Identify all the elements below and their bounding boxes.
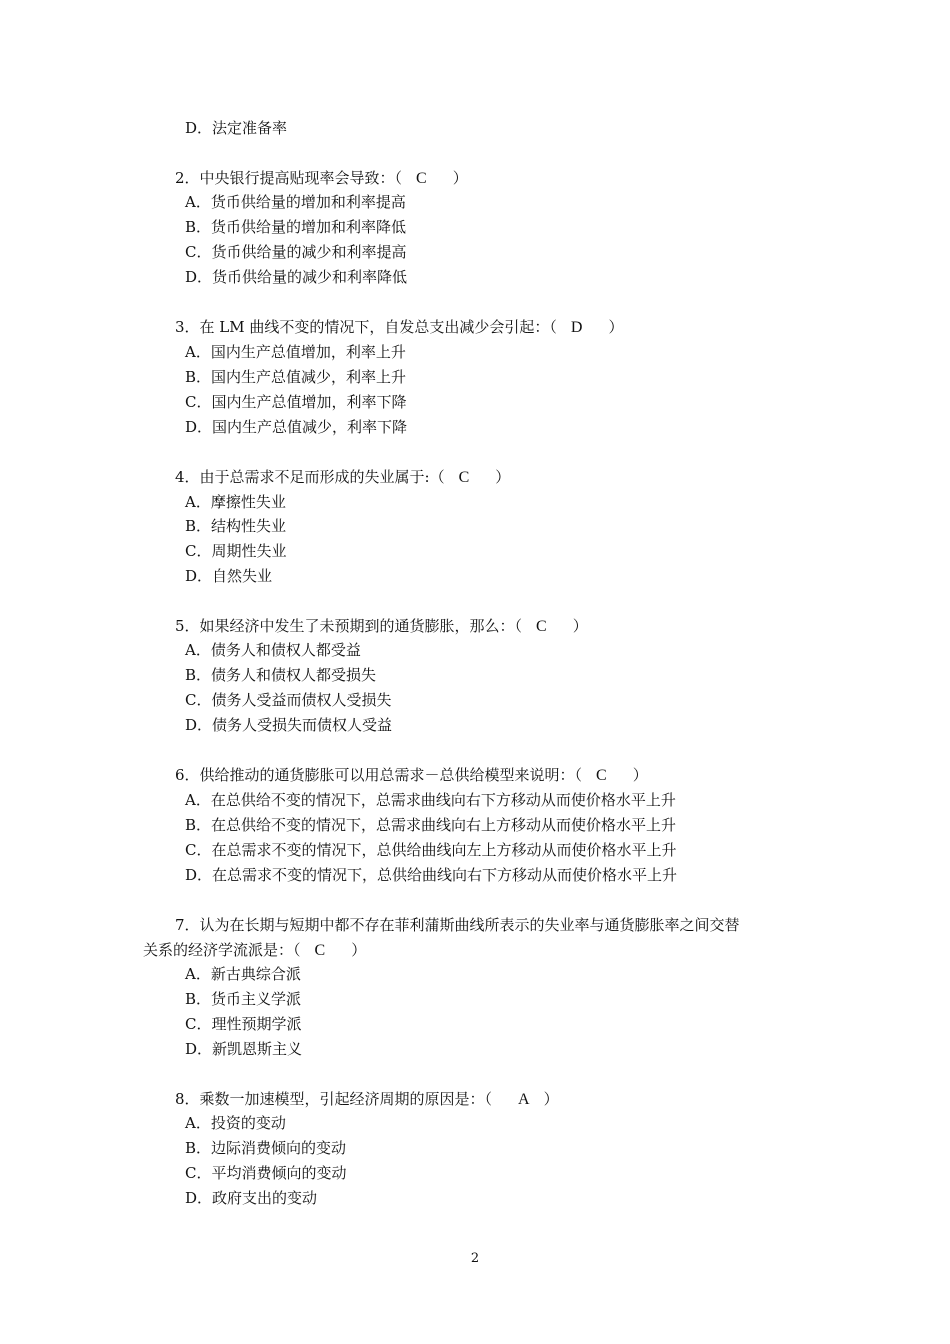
question-7-option-d: D．新凯恩斯主义	[185, 1040, 303, 1058]
question-2-stem: 2．中央银行提高贴现率会导致：（ C ）	[175, 169, 468, 187]
question-8-answer: A	[518, 1091, 530, 1108]
question-2-option-c: C．货币供给量的减少和利率提高	[185, 243, 407, 261]
question-6-option-c: C．在总需求不变的情况下，总供给曲线向左上方移动从而使价格水平上升	[185, 841, 677, 859]
question-5-option-c: C．债务人受益而债权人受损失	[185, 691, 392, 709]
question-3-answer: D	[570, 319, 583, 336]
question-7-option-c: C．理性预期学派	[185, 1015, 302, 1033]
question-5-option-a: A．债务人和债权人都受益	[185, 641, 361, 659]
question-4-stem: 4．由于总需求不足而形成的失业属于:（ C ）	[175, 468, 511, 486]
question-6-option-d: D．在总需求不变的情况下，总供给曲线向右下方移动从而使价格水平上升	[185, 866, 678, 884]
question-4-answer: C	[458, 469, 470, 486]
question-7-stem-line-2: 关系的经济学流派是：（ C ）	[143, 941, 367, 959]
question-7-option-b: B．货币主义学派	[185, 990, 302, 1008]
question-5-stem: 5．如果经济中发生了未预期到的通货膨胀，那么：（ C ）	[175, 617, 588, 635]
question-4-option-d: D．自然失业	[185, 567, 273, 585]
question-6-answer: C	[596, 767, 607, 784]
question-3-option-a: A．国内生产总值增加，利率上升	[185, 343, 406, 361]
question-4-option-b: B．结构性失业	[185, 517, 287, 535]
page-number: 2	[470, 1251, 480, 1266]
question-3-option-c: C．国内生产总值增加，利率下降	[185, 393, 407, 411]
question-2-answer: C	[416, 170, 427, 187]
question-8-option-b: B．边际消费倾向的变动	[185, 1139, 347, 1157]
question-8-option-c: C．平均消费倾向的变动	[185, 1164, 347, 1182]
question-5-option-b: B．债务人和债权人都受损失	[185, 666, 377, 684]
question-8-stem: 8．乘数一加速模型，引起经济周期的原因是：（ A ）	[175, 1090, 559, 1108]
question-2-option-d: D．货币供给量的减少和利率降低	[185, 268, 408, 286]
question-3-option-b: B．国内生产总值减少，利率上升	[185, 368, 407, 386]
previous-question-option: D．法定准备率	[185, 119, 288, 137]
question-4-option-c: C．周期性失业	[185, 542, 287, 560]
question-8-option-a: A．投资的变动	[185, 1114, 286, 1132]
question-2-option-a: A．货币供给量的增加和利率提高	[185, 193, 406, 211]
question-2-option-b: B．货币供给量的增加和利率降低	[185, 218, 407, 236]
question-4-option-a: A．摩擦性失业	[185, 493, 286, 511]
question-3-stem: 3．在 LM 曲线不变的情况下，自发总支出减少会引起：（ D ）	[175, 318, 624, 336]
question-6-option-b: B．在总供给不变的情况下，总需求曲线向右上方移动从而使价格水平上升	[185, 816, 677, 834]
question-7-stem-line-1: 7．认为在长期与短期中都不存在菲利蒲斯曲线所表示的失业率与通货膨胀率之间交替	[175, 916, 740, 934]
question-5-option-d: D．债务人受损失而债权人受益	[185, 716, 393, 734]
question-6-stem: 6．供给推动的通货膨胀可以用总需求－总供给模型来说明：（ C ）	[175, 766, 648, 784]
question-7-option-a: A．新古典综合派	[185, 965, 301, 983]
question-8-option-d: D．政府支出的变动	[185, 1189, 318, 1207]
question-7-answer: C	[314, 942, 326, 959]
question-5-answer: C	[536, 618, 547, 635]
question-3-option-d: D．国内生产总值减少，利率下降	[185, 418, 408, 436]
question-6-option-a: A．在总供给不变的情况下，总需求曲线向右下方移动从而使价格水平上升	[185, 791, 676, 809]
